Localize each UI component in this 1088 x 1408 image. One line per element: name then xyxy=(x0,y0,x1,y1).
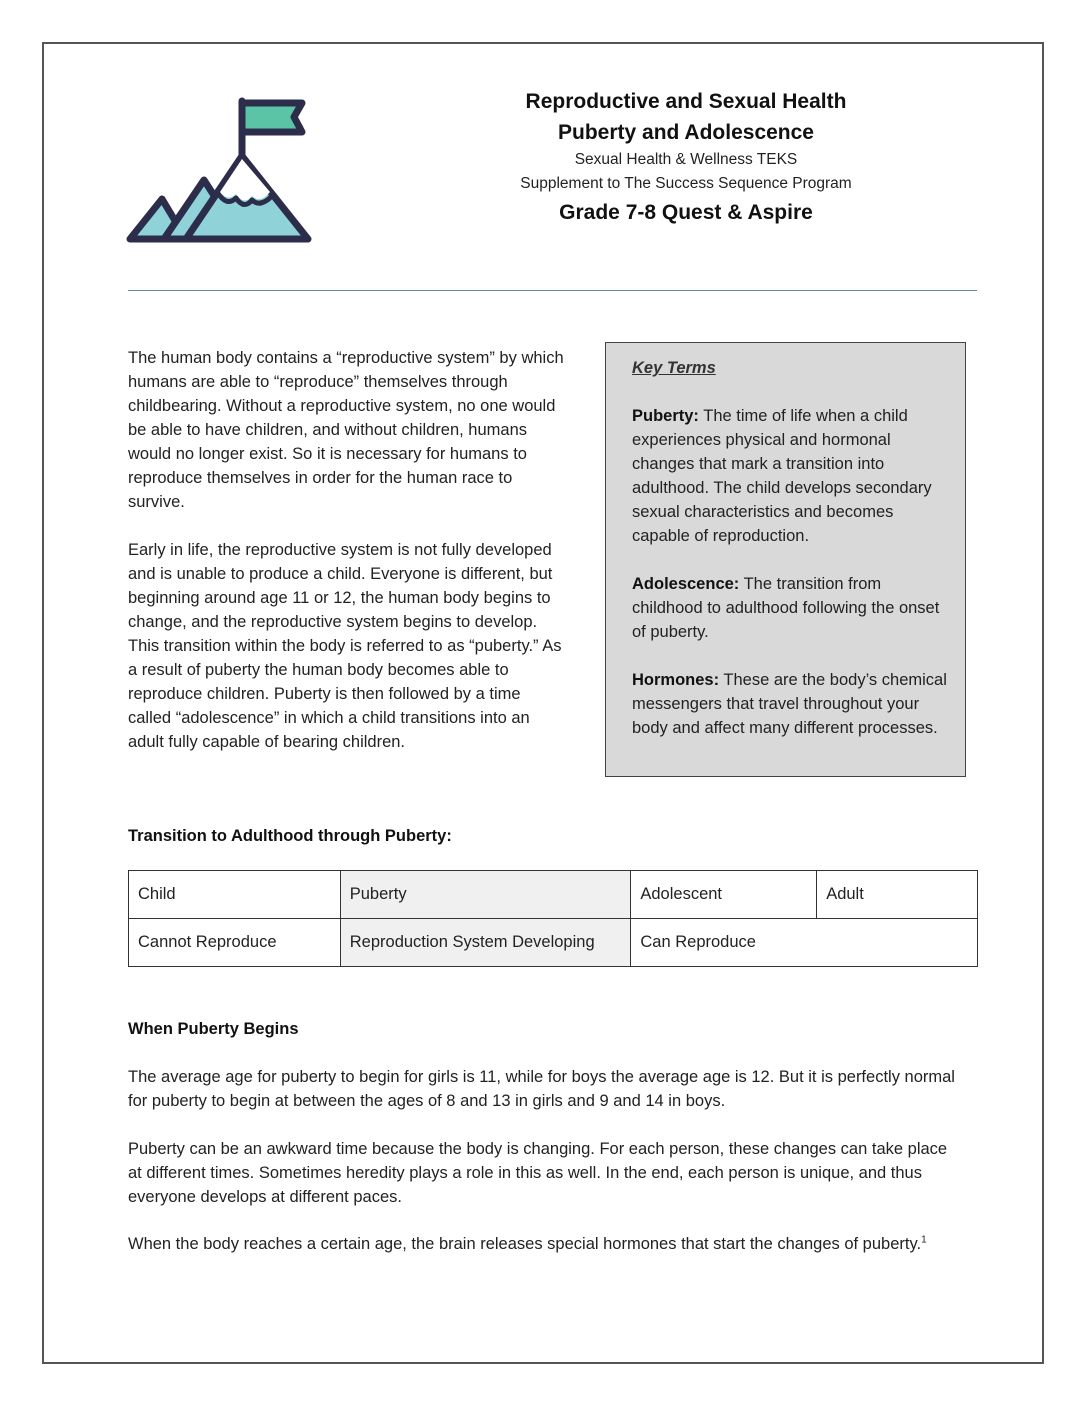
table-cell: Adult xyxy=(817,871,978,919)
key-term-definition: The transition from childhood to adulthood following the onset of puberty. xyxy=(632,575,940,641)
intro-paragraph: Early in life, the reproductive system is not fully developed and is unable to produce a child. Everyone is different, but beginning around age 11 or 12, the human body begins to change, and the reproductive system begins to develop. This transition within the body is referred to as “puberty.” As a result of puberty the human body becomes able to reproduce children. Puberty is then followed by a time called “adolescence” in which a child transitions into an adult fully capable of bearing children. xyxy=(128,541,562,751)
key-term-hormones xyxy=(632,668,947,740)
key-term-adolescence xyxy=(632,572,947,644)
key-term-label: Puberty: xyxy=(632,407,699,425)
table-cell: Reproduction System Developing xyxy=(340,919,631,967)
transition-heading: Transition to Adulthood through Puberty: xyxy=(128,827,452,845)
body-paragraph: Puberty can be an awkward time because the body is changing. For each person, these changes can take place at different times. Sometimes heredity plays a role in this as well. In the end, each person is unique, and thus everyone develops at different paces. xyxy=(128,1140,948,1206)
footnote-marker: 1 xyxy=(921,1234,927,1246)
key-term-puberty xyxy=(632,404,947,548)
table-cell: Adolescent xyxy=(631,871,817,919)
key-term-definition: The time of life when a child experiences physical and hormonal changes that mark a transition into adulthood. The child develops secondary sexual characteristics and becomes capable of reproduction. xyxy=(632,407,932,545)
body-paragraph-text: When the body reaches a certain age, the brain releases special hormones that start the changes of puberty. xyxy=(128,1235,922,1253)
body-paragraph xyxy=(128,1232,958,1256)
grade-label: Grade 7-8 Quest & Aspire xyxy=(559,201,813,224)
document-subtitle-title: Puberty and Adolescence xyxy=(558,121,814,144)
transition-table xyxy=(128,870,978,967)
mountain-flag-icon xyxy=(124,96,314,246)
body-paragraph: The average age for puberty to begin for girls is 11, while for boys the average age is 12. But it is perfectly normal for puberty to begin at between the ages of 8 and 13 in girls and 9 and 14 in boys. xyxy=(128,1068,955,1110)
document-header xyxy=(480,86,892,228)
document-title: Reproductive and Sexual Health xyxy=(525,90,847,113)
key-term-label: Adolescence: xyxy=(632,575,740,593)
key-terms-heading: Key Terms xyxy=(632,359,716,377)
table-row xyxy=(129,919,978,967)
table-cell: Cannot Reproduce xyxy=(129,919,341,967)
teks-label: Sexual Health & Wellness TEKS xyxy=(574,151,798,168)
table-cell: Can Reproduce xyxy=(631,919,978,967)
program-label: Supplement to The Success Sequence Program xyxy=(520,175,852,192)
intro-section xyxy=(128,346,568,778)
intro-paragraph: The human body contains a “reproductive system” by which humans are able to “reproduce” themselves through childbearing. Without a reproductive system, no one would be able to have children, and without children, humans would no longer exist. So it is necessary for humans to reproduce themselves in order for the human race to survive. xyxy=(128,349,564,511)
header-divider xyxy=(128,290,977,291)
key-term-definition: These are the body’s chemical messengers that travel throughout your body and affect many different processes. xyxy=(632,671,947,737)
table-cell: Child xyxy=(129,871,341,919)
table-cell: Puberty xyxy=(340,871,631,919)
when-puberty-heading: When Puberty Begins xyxy=(128,1020,299,1038)
table-row xyxy=(129,871,978,919)
key-terms-box xyxy=(605,342,966,777)
key-term-label: Hormones: xyxy=(632,671,720,689)
